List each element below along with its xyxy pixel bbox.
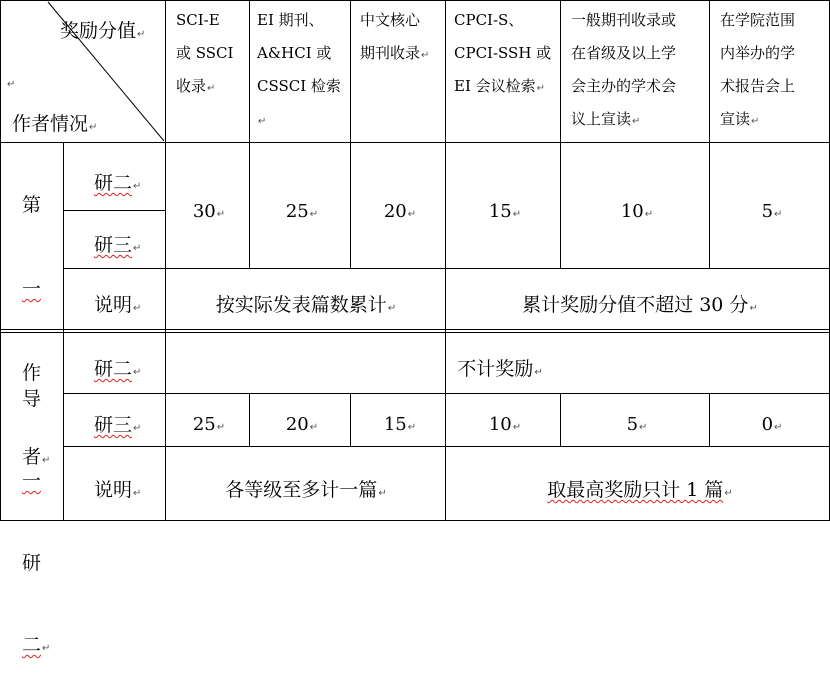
value-cell: 25↵ — [285, 201, 319, 222]
value-cell: 20↵ — [383, 201, 417, 222]
row-line — [63, 446, 830, 447]
row-line — [63, 268, 830, 269]
group-label-mentor-yan2: 导 一 研 二↵ — [22, 388, 51, 656]
note-one-per-level: 各等级至多计一篇↵ — [225, 479, 387, 501]
note-cap: 累计奖励分值不超过 30 分↵ — [522, 294, 758, 316]
row-label-yan3: 研三↵ — [94, 414, 142, 436]
value-cell: 5↵ — [761, 201, 783, 222]
no-reward-cell: 不计奖励↵ — [457, 358, 543, 380]
col-line — [709, 393, 710, 446]
value-cell: 25↵ — [192, 414, 226, 435]
value-cell: 20↵ — [285, 414, 319, 435]
col-line — [350, 142, 351, 268]
note-cumulative: 按实际发表篇数累计↵ — [215, 294, 397, 316]
section-double-rule — [0, 329, 830, 330]
header-col-college-report: 在学院范围 内举办的学 术报告会上 宣读↵ — [720, 11, 796, 128]
header-col-cpci: CPCI-S、 CPCI-SSH 或 EI 会议检索↵ — [454, 11, 552, 95]
col-line — [249, 393, 250, 446]
value-cell: 15↵ — [488, 201, 522, 222]
col-line — [709, 0, 710, 142]
col-line — [560, 0, 561, 142]
col-line — [249, 0, 250, 142]
col-line — [560, 393, 561, 446]
row-label-note: 说明↵ — [94, 479, 142, 501]
corner-mid-mark: ↵ — [7, 79, 16, 90]
header-col-ei-journal: EI 期刊、 A&HCI 或 CSSCI 检索↵ — [257, 11, 341, 127]
header-col-sci: SCI-E 或 SSCI 收录↵ — [176, 11, 234, 95]
header-col-chinese-core: 中文核心 期刊收录↵ — [360, 11, 430, 62]
row-line — [63, 210, 166, 211]
group-label-first-author: 第 一 作 者↵ — [22, 194, 51, 468]
note-highest-only: 取最高奖励只计 1 篇↵ — [547, 479, 733, 501]
col-line — [445, 0, 446, 521]
value-cell: 30↵ — [192, 201, 226, 222]
corner-bottom-label: 作者情况↵ — [12, 113, 98, 135]
value-cell: 15↵ — [383, 414, 417, 435]
row-label-note: 说明↵ — [94, 294, 142, 316]
value-cell: 10↵ — [620, 201, 654, 222]
corner-top-label: 奖励分值↵ — [60, 20, 146, 42]
row-line — [63, 393, 830, 394]
table-border-bottom — [0, 520, 830, 521]
section-double-rule — [0, 332, 830, 333]
col-line — [350, 393, 351, 446]
row-label-yan2: 研二↵ — [94, 358, 142, 380]
value-cell: 5↵ — [626, 414, 648, 435]
row-label-yan2: 研二↵ — [94, 172, 142, 194]
col-line — [560, 142, 561, 268]
col-line — [249, 142, 250, 268]
col-line — [709, 142, 710, 268]
header-col-general-journal: 一般期刊收录或 在省级及以上学 会主办的学术会 议上宣读↵ — [571, 11, 677, 128]
col-line — [350, 0, 351, 142]
row-label-yan3: 研三↵ — [94, 234, 142, 256]
value-cell: 10↵ — [488, 414, 522, 435]
value-cell: 0↵ — [761, 414, 783, 435]
